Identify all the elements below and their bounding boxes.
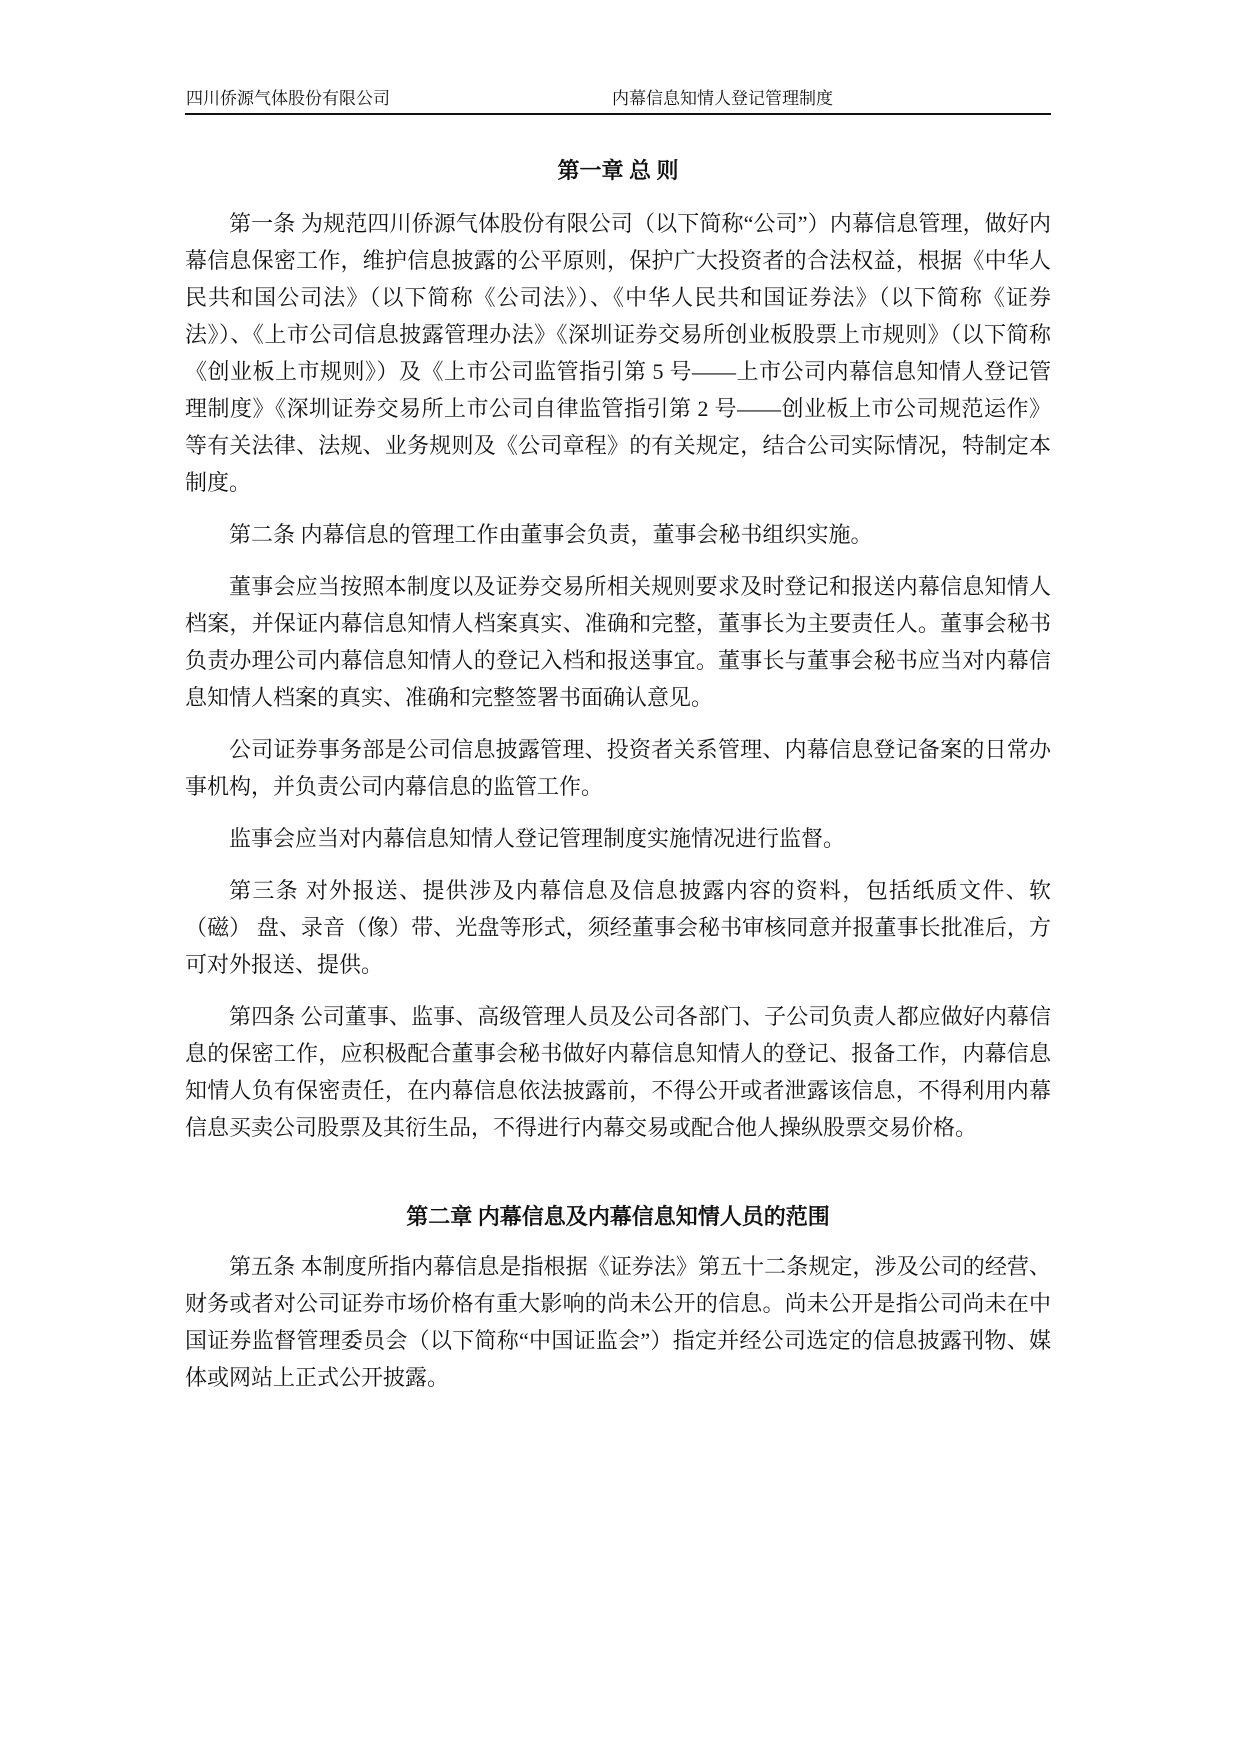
article-2-board-duty: 董事会应当按照本制度以及证券交易所相关规则要求及时登记和报送内幕信息知情人档案，并保证内幕信息知情人档案真实、准确和完整，董事长为主要责任人。董事会秘书负责办理公司内幕信息知情人的登记入档和报送事宜。董事长与董事会秘书应当对内幕信息知情人档案的真实、准确和完整签署书面确认意见。 — [185, 574, 1051, 710]
article-2-securities-dept: 公司证券事务部是公司信息披露管理、投资者关系管理、内幕信息登记备案的日常办事机构，并负责公司内幕信息的监管工作。 — [185, 737, 1051, 799]
chapter-1-title: 第一章 总 则 — [557, 158, 679, 183]
page-header — [185, 86, 1051, 111]
chapter-2-title: 第二章 内幕信息及内幕信息知情人员的范围 — [406, 1204, 830, 1229]
header-document-title: 内幕信息知情人登记管理制度 — [612, 89, 833, 108]
article-2: 第二条 内幕信息的管理工作由董事会负责，董事会秘书组织实施。 — [229, 522, 873, 547]
article-4: 第四条 公司董事、监事、高级管理人员及公司各部门、子公司负责人都应做好内幕信息的保密工作，应积极配合董事会秘书做好内幕信息知情人的登记、报备工作，内幕信息知情人负有保密责任，在内幕信息依法披露前，不得公开或者泄露该信息，不得利用内幕信息买卖公司股票及其衍生品，不得进行内幕交易或配合他人操纵股票交易价格。 — [185, 1004, 1051, 1140]
article-3: 第三条 对外报送、提供涉及内幕信息及信息披露内容的资料，包括纸质文件、软（磁） 盘、录音（像）带、光盘等形式，须经董事会秘书审核同意并报董事长批准后，方可对外报送、提供。 — [185, 878, 1051, 977]
article-5: 第五条 本制度所指内幕信息是指根据《证券法》第五十二条规定，涉及公司的经营、财务或者对公司证券市场价格有重大影响的尚未公开的信息。尚未公开是指公司尚未在中国证券监督管理委员会（以下简称“中国证监会”）指定并经公司选定的信息披露刊物、媒体或网站上正式公开披露。 — [185, 1254, 1051, 1390]
header-divider — [185, 113, 1051, 115]
article-1: 第一条 为规范四川侨源气体股份有限公司（以下简称“公司”）内幕信息管理，做好内幕信息保密工作，维护信息披露的公平原则，保护广大投资者的合法权益，根据《中华人民共和国公司法》（以下简称《公司法》）、《中华人民共和国证券法》（以下简称《证券法》）、《上市公司信息披露管理办法》《深圳证券交易所创业板股票上市规则》（以下简称《创业板上市规则》）及《上市公司监管指引第 5 号——上市公司内幕信息知情人登记管理制度》《深圳证券交易所上市公司自律监管指引第 2 号——创业板上市公司规范运作》等有关法律、法规、业务规则及《公司章程》的有关规定，结合公司实际情况，特制定本制度。 — [185, 211, 1051, 495]
article-2-supervisory-board: 监事会应当对内幕信息知情人登记管理制度实施情况进行监督。 — [229, 826, 846, 851]
document-page — [185, 0, 1051, 1396]
header-company-name: 四川侨源气体股份有限公司 — [186, 89, 390, 108]
